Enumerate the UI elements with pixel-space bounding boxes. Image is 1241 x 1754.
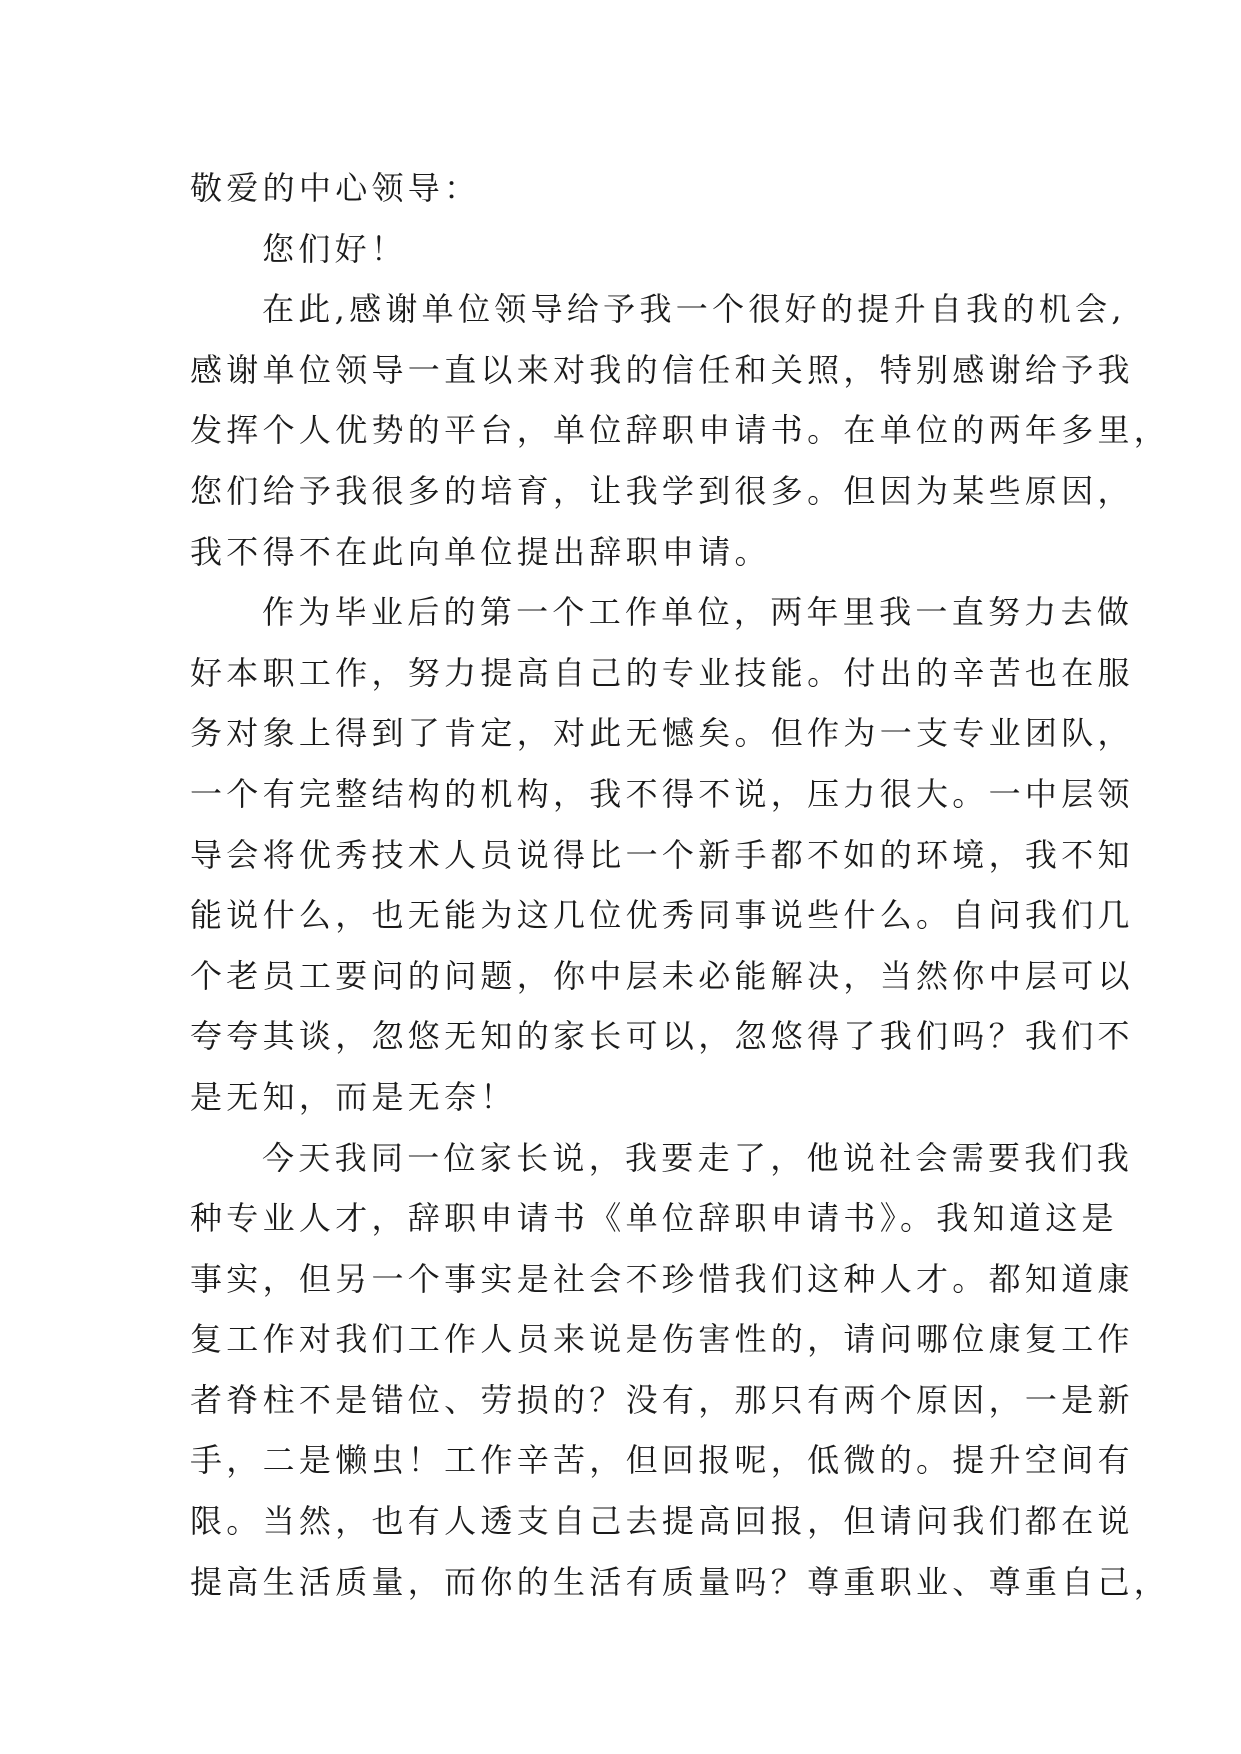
paragraph-3 bbox=[190, 1128, 1171, 1613]
paragraph-line: 复工作对我们工作人员来说是伤害性的，请问哪位康复工作 bbox=[190, 1320, 1134, 1359]
paragraph-line: 事实，但另一个事实是社会不珍惜我们这种人才。都知道康 bbox=[190, 1259, 1134, 1298]
paragraph-line: 能说什么，也无能为这几位优秀同事说些什么。自问我们几 bbox=[190, 896, 1134, 935]
paragraph-line: 在此,感谢单位领导给予我一个很好的提升自我的机会, bbox=[262, 290, 1126, 329]
paragraph-line: 务对象上得到了肯定，对此无憾矣。但作为一支专业团队， bbox=[190, 714, 1134, 753]
paragraph-line: 手，二是懒虫！工作辛苦，但回报呢，低微的。提升空间有 bbox=[190, 1441, 1134, 1480]
paragraph-line: 好本职工作，努力提高自己的专业技能。付出的辛苦也在服 bbox=[190, 653, 1134, 692]
paragraph-line: 您们给予我很多的培育，让我学到很多。但因为某些原因， bbox=[190, 471, 1134, 510]
paragraph-line: 发挥个人优势的平台，单位辞职申请书。在单位的两年多里， bbox=[190, 411, 1171, 450]
paragraph-line: 限。当然，也有人透支自己去提高回报，但请问我们都在说 bbox=[190, 1502, 1134, 1541]
paragraph-1 bbox=[190, 279, 1171, 582]
paragraph-2 bbox=[190, 582, 1134, 1127]
paragraph-line: 种专业人才，辞职申请书《单位辞职申请书》。我知道这是 bbox=[190, 1199, 1118, 1238]
paragraph-line: 导会将优秀技术人员说得比一个新手都不如的环境，我不知 bbox=[190, 835, 1134, 874]
paragraph-line: 我不得不在此向单位提出辞职申请。 bbox=[190, 532, 771, 571]
paragraph-line: 提高生活质量，而你的生活有质量吗？尊重职业、尊重自己， bbox=[190, 1562, 1171, 1601]
paragraph-line: 夸夸其谈，忽悠无知的家长可以，忽悠得了我们吗？我们不 bbox=[190, 1017, 1134, 1056]
paragraph-line: 个老员工要问的问题，你中层未必能解决，当然你中层可以 bbox=[190, 956, 1134, 995]
greeting: 您们好！ bbox=[262, 229, 408, 268]
paragraph-line: 者脊柱不是错位、劳损的？没有，那只有两个原因，一是新 bbox=[190, 1380, 1134, 1419]
paragraph-line: 是无知，而是无奈！ bbox=[190, 1077, 517, 1116]
paragraph-line: 感谢单位领导一直以来对我的信任和关照，特别感谢给予我 bbox=[190, 350, 1134, 389]
salutation: 敬爱的中心领导： bbox=[190, 169, 481, 207]
paragraph-line: 今天我同一位家长说，我要走了，他说社会需要我们我 bbox=[262, 1138, 1134, 1177]
paragraph-line: 一个有完整结构的机构，我不得不说，压力很大。一中层领 bbox=[190, 774, 1134, 813]
paragraph-line: 作为毕业后的第一个工作单位，两年里我一直努力去做 bbox=[262, 593, 1134, 632]
letter-body bbox=[190, 158, 1171, 1612]
